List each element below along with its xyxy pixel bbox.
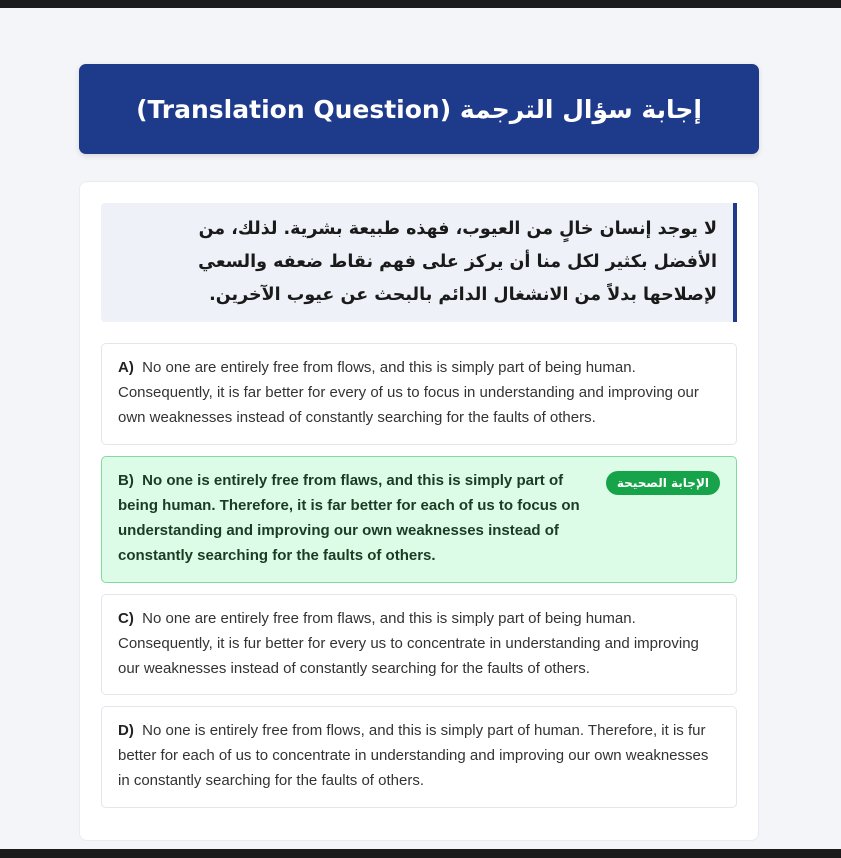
option-letter: C) [118, 610, 134, 627]
option-letter: D) [118, 722, 134, 739]
option-text: No one are entirely free from flows, and this is simply part of being human. Consequently, it is far better for every of us to focus in understanding and improving our own weaknesses instead of constantly searching for the faults of others. [118, 359, 699, 426]
option-c[interactable] [101, 594, 737, 695]
question-text: لا يوجد إنسان خالٍ من العيوب، فهذه طبيعة بشرية. لذلك، من الأفضل بكثير لكل منا أن يركز على فهم نقاط ضعفه والسعي لإصلاحها بدلاً من الانشغال الدائم بالبحث عن عيوب الآخرين. [198, 219, 717, 305]
correct-answer-badge: الإجابة الصحيحة [606, 471, 720, 495]
option-text: No one are entirely free from flaws, and this is simply part of being human. Consequently, it is fur better for every us to concentrate in understanding and improving our weaknesses instead of constantly searching for the faults of others. [118, 610, 699, 677]
page-title: إجابة سؤال الترجمة (Translation Question) [136, 94, 702, 124]
header-banner [79, 64, 759, 154]
option-letter: A) [118, 359, 134, 376]
question-box [101, 203, 737, 322]
option-text: No one is entirely free from flaws, and this is simply part of being human. Therefore, it is far better for each of us to focus on understanding and improving our own weaknesses instead of constantly searching for the faults of others. [118, 472, 580, 564]
option-letter: B) [118, 472, 134, 489]
top-edge-strip [0, 0, 841, 8]
option-text: No one is entirely free from flows, and this is simply part of human. Therefore, it is fur better for each of us to concentrate in understanding and improving our own weaknesses in constantly searching for the faults of others. [118, 722, 709, 789]
option-a[interactable] [101, 343, 737, 445]
option-d[interactable] [101, 706, 737, 808]
option-b-correct[interactable] [101, 456, 737, 583]
bottom-edge-strip [0, 849, 841, 858]
